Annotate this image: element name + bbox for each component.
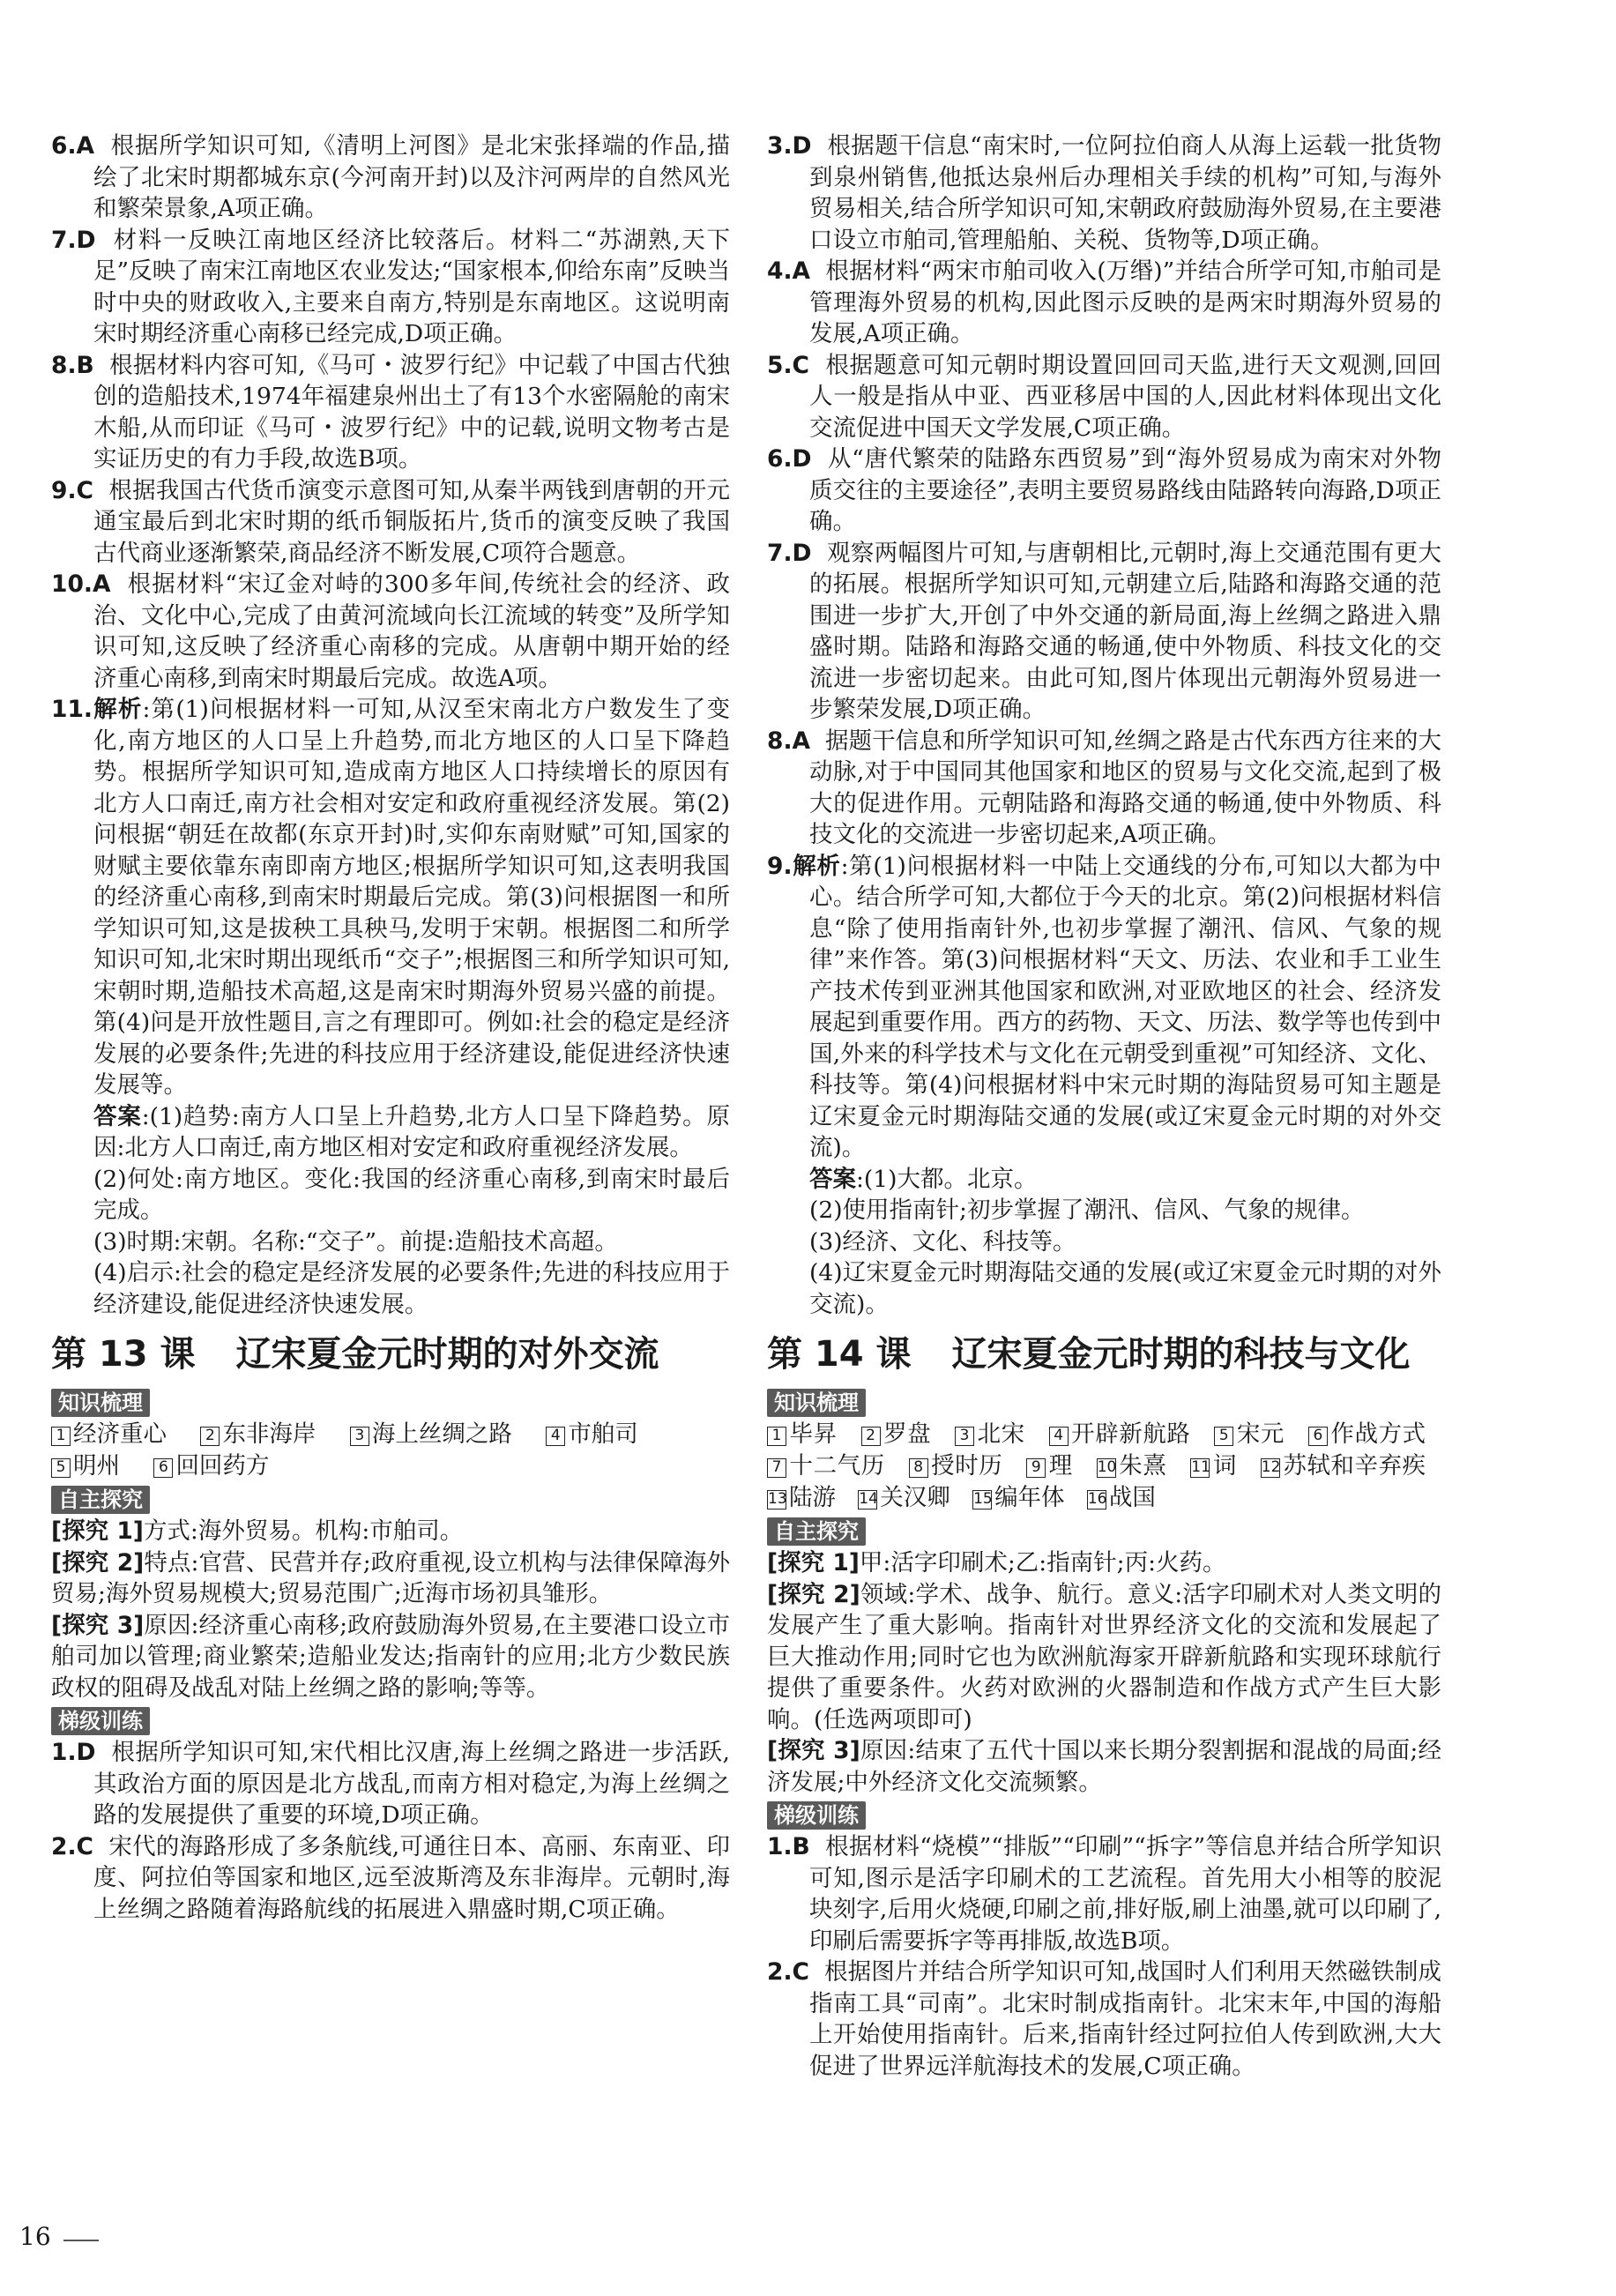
analysis-item: 9.解析:第(1)问根据材料一中陆上交通线的分布,可知以大都为中心。结合所学可知,大都位于今天的北京。第(2)问根据材料信息“除了使用指南针外,也初步掌握了潮汛、信风、气象的规律”来作答。第(3)问根据材料“天文、历法、农业和手工业生产技术传到亚洲其他国家和欧洲,对亚欧地区的社会、经济发展起到重要作用。西方的药物、天文、历法、数学等也传到中国,外来的科学技术与文化在元朝受到重视”可知经济、文化、科技等。第(4)问根据材料中宋元时期的海陆贸易可知主题是辽宋夏金元时期海陆交通的发展(或辽宋夏金元时期的对外交流)。 [767,852,1441,1161]
ladder-tag: 梯级训练 [767,1801,866,1830]
answer-item: 4.A 根据材料“两宋市舶司收入(万缗)”并结合所学可知,市舶司是管理海外贸易的机构,因此图示反映的是两宋时期海外贸易的发展,A项正确。 [767,257,1441,347]
knowledge-list: 1 毕昇 2 罗盘 3 北宋 4 开辟新航路 5 宋元 6 作战方式 7 十二气历 8 授时历 9 理 10朱熹 11词 12苏轼和辛弃疾 13陆游 14关汉卿 15编年体 16战国 [768,1420,1426,1511]
explore-item: [探究 2]领域:学术、战争、航行。意义:活字印刷术对人类文明的发展产生了重大影响。指南针对世界经济文化的交流和发展起了巨大推动作用;同时它也为欧洲航海家开辟新航路和实现环球航行提供了重要条件。火药对欧洲的火器制造和作战方式产生巨大影响。(任选两项即可) [767,1580,1442,1733]
explore-item: [探究 2]特点:官营、民营并存;政府重视,设立机构与法律保障海外贸易;海外贸易规模大;贸易范围广;近海市场初具雏形。 [51,1548,731,1607]
answer-block: 答案:(1)趋势:南方人口呈上升趋势,北方人口呈下降趋势。原因:北方人口南迁,南方地区相对安定和政府重视经济发展。 [93,1102,731,1161]
knowledge-list: 1 经济重心 2 东非海岸 3 海上丝绸之路 4 市舶司 5 明州 6 回回药方 [51,1419,730,1482]
answer-item: 3.D 根据题干信息“南宋时,一位阿拉伯商人从海上运载一批货物到泉州销售,他抵达泉州后办理相关手续的机构”可知,与海外贸易相关,结合所学知识可知,宋朝政府鼓励海外贸易,在主要港口设立市舶司,管理船舶、关税、货物等,D项正确。 [767,132,1441,254]
explore-tag: 自主探究 [767,1517,866,1546]
lesson-14-title: 第 14 课 辽宋夏金元时期的科技与文化 [767,1334,1411,1375]
answer-item: 2.C 宋代的海路形成了多条航线,可通往日本、高丽、东南亚、印度、阿拉伯等国家和地区,远至波斯湾及东非海岸。元朝时,海上丝绸之路随着海路航线的拓展进入鼎盛时期,C项正确。 [51,1832,730,1923]
explore-item: [探究 3]原因:结束了五代十国以来长期分裂割据和混战的局面;经济发展;中外经济文化交流频繁。 [767,1737,1442,1796]
answer-item: 7.D 观察两幅图片可知,与唐朝相比,元朝时,海上交通范围有更大的拓展。根据所学知识可知,元朝建立后,陆路和海路交通的范围进一步扩大,开创了中外交通的新局面,海上丝绸之路进入鼎盛时期。陆路和海路交通的畅通,使中外物质、科技文化的交流进一步密切起来。由此可知,图片体现出元朝海外贸易进一步繁荣发展,D项正确。 [767,539,1441,723]
answer-line: (2)使用指南针;初步掌握了潮汛、信风、气象的规律。 [809,1196,1365,1224]
answer-line: (3)时期:宋朝。名称:“交子”。前提:造船技术高超。 [93,1227,618,1256]
analysis-item: 11.解析:第(1)问根据材料一可知,从汉至宋南北方户数发生了变化,南方地区的人口呈上升趋势,而北方地区的人口呈下降趋势。根据所学知识可知,造成南方地区人口持续增长的原因有北方人口南迁,南方社会相对安定和政府重视经济发展。第(2)问根据“朝廷在故都(东京开封)时,实仰东南财赋”可知,国家的财赋主要依靠东南即南方地区;根据所学知识可知,这表明我国的经济重心南移,到南宋时期最后完成。第(3)问根据图一和所学知识可知,这是拔秧工具秧马,发明于宋朝。根据图二和所学知识可知,北宋时期出现纸币“交子”;根据图三和所学知识可知,宋朝时期,造船技术高超,这是南宋时期海外贸易兴盛的前提。第(4)问是开放性题目,言之有理即可。例如:社会的稳定是经济发展的必要条件;先进的科技应用于经济建设,能促进经济快速发展等。 [51,696,731,1099]
ladder-tag: 梯级训练 [51,1707,150,1735]
answer-item: 5.C 根据题意可知元朝时期设置回回司天监,进行天文观测,回回人一般是指从中亚、西亚移居中国的人,因此材料体现出文化交流促进中国天文学发展,C项正确。 [767,351,1441,442]
knowledge-tag: 知识梳理 [51,1389,150,1417]
answer-item: 8.A 据题干信息和所学知识可知,丝绸之路是古代东西方往来的大动脉,对于中国同其他国家和地区的贸易与文化交流,起到了极大的促进作用。元朝陆路和海路交通的畅通,使中外物质、科技文化的交流进一步密切起来,A项正确。 [767,727,1441,848]
answer-line: (4)启示:社会的稳定是经济发展的必要条件;先进的科技应用于经济建设,能促进经济快速发展。 [93,1259,730,1318]
page-number-rule [63,2240,99,2241]
explore-item: [探究 1]甲:活字印刷术;乙:指南针;丙:火药。 [767,1549,1226,1577]
answer-item: 1.B 根据材料“烧模”“排版”“印刷”“拆字”等信息并结合所学知识可知,图示是活字印刷术的工艺流程。首先用大小相等的胶泥块刻字,后用火烧硬,印刷之前,排好版,刷上油墨,就可以印刷了,印刷后需要拆字等再排版,故选B项。 [767,1833,1441,1955]
left-column [51,130,730,1925]
answer-block: 答案:(1)大都。北京。 [809,1165,1038,1193]
answer-item: 9.C 根据我国古代货币演变示意图可知,从秦半两钱到唐朝的开元通宝最后到北宋时期的纸币铜版拓片,货币的演变反映了我国古代商业逐渐繁荣,商品经济不断发展,C项符合题意。 [51,476,730,567]
knowledge-tag: 知识梳理 [767,1389,866,1417]
answer-item: 7.D 材料一反映江南地区经济比较落后。材料二“苏湖熟,天下足”反映了南宋江南地区农业发达;“国家根本,仰给东南”反映当时中央的财政收入,主要来自南方,特别是东南地区。这说明南宋时期经济重心南移已经完成,D项正确。 [51,226,730,347]
answer-line: (3)经济、文化、科技等。 [809,1227,1076,1256]
answer-line: (4)辽宋夏金元时期海陆交通的发展(或辽宋夏金元时期的对外交流)。 [809,1259,1441,1318]
explore-item: [探究 3]原因:经济重心南移;政府鼓励海外贸易,在主要港口设立市舶司加以管理;商业繁荣;造船业发达;指南针的应用;北方少数民族政权的阻碍及战乱对陆上丝绸之路的影响;等等。 [51,1611,731,1702]
answer-item: 6.A 根据所学知识可知,《清明上河图》是北宋张择端的作品,描绘了北宋时期都城东京(今河南开封)以及汴河两岸的自然风光和繁荣景象,A项正确。 [51,132,730,222]
right-column [767,130,1441,2082]
page-number: 16 [19,2222,51,2251]
lesson-13-title: 第 13 课 辽宋夏金元时期的对外交流 [51,1334,659,1375]
answer-item: 8.B 根据材料内容可知,《马可・波罗行纪》中记载了中国古代独创的造船技术,1974年福建泉州出土了有13个水密隔舱的南宋木船,从而印证《马可・波罗行纪》中的记载,说明文物考古是实证历史的有力手段,故选B项。 [51,351,730,473]
answer-item: 6.D 从“唐代繁荣的陆路东西贸易”到“海外贸易成为南宋对外物质交往的主要途径”,表明主要贸易路线由陆路转向海路,D项正确。 [767,445,1441,535]
answer-item: 2.C 根据图片并结合所学知识可知,战国时人们利用天然磁铁制成指南工具“司南”。北宋时制成指南针。北宋末年,中国的海船上开始使用指南针。后来,指南针经过阿拉伯人传到欧洲,大大促进了世界远洋航海技术的发展,C项正确。 [767,1958,1441,2080]
explore-tag: 自主探究 [51,1486,150,1514]
answer-item: 1.D 根据所学知识可知,宋代相比汉唐,海上丝绸之路进一步活跃,其政治方面的原因是北方战乱,而南方相对稳定,为海上丝绸之路的发展提供了重要的环境,D项正确。 [51,1739,730,1829]
explore-item: [探究 1]方式:海外贸易。机构:市舶司。 [51,1517,464,1545]
answer-line: (2)何处:南方地区。变化:我国的经济重心南移,到南宋时最后完成。 [93,1165,730,1224]
answer-item: 10.A 根据材料“宋辽金对峙的300多年间,传统社会的经济、政治、文化中心,完成了由黄河流域向长江流域的转变”及所学知识可知,这反映了经济重心南移的完成。从唐朝中期开始的经济重心南移,到南宋时期最后完成。故选A项。 [51,570,730,692]
